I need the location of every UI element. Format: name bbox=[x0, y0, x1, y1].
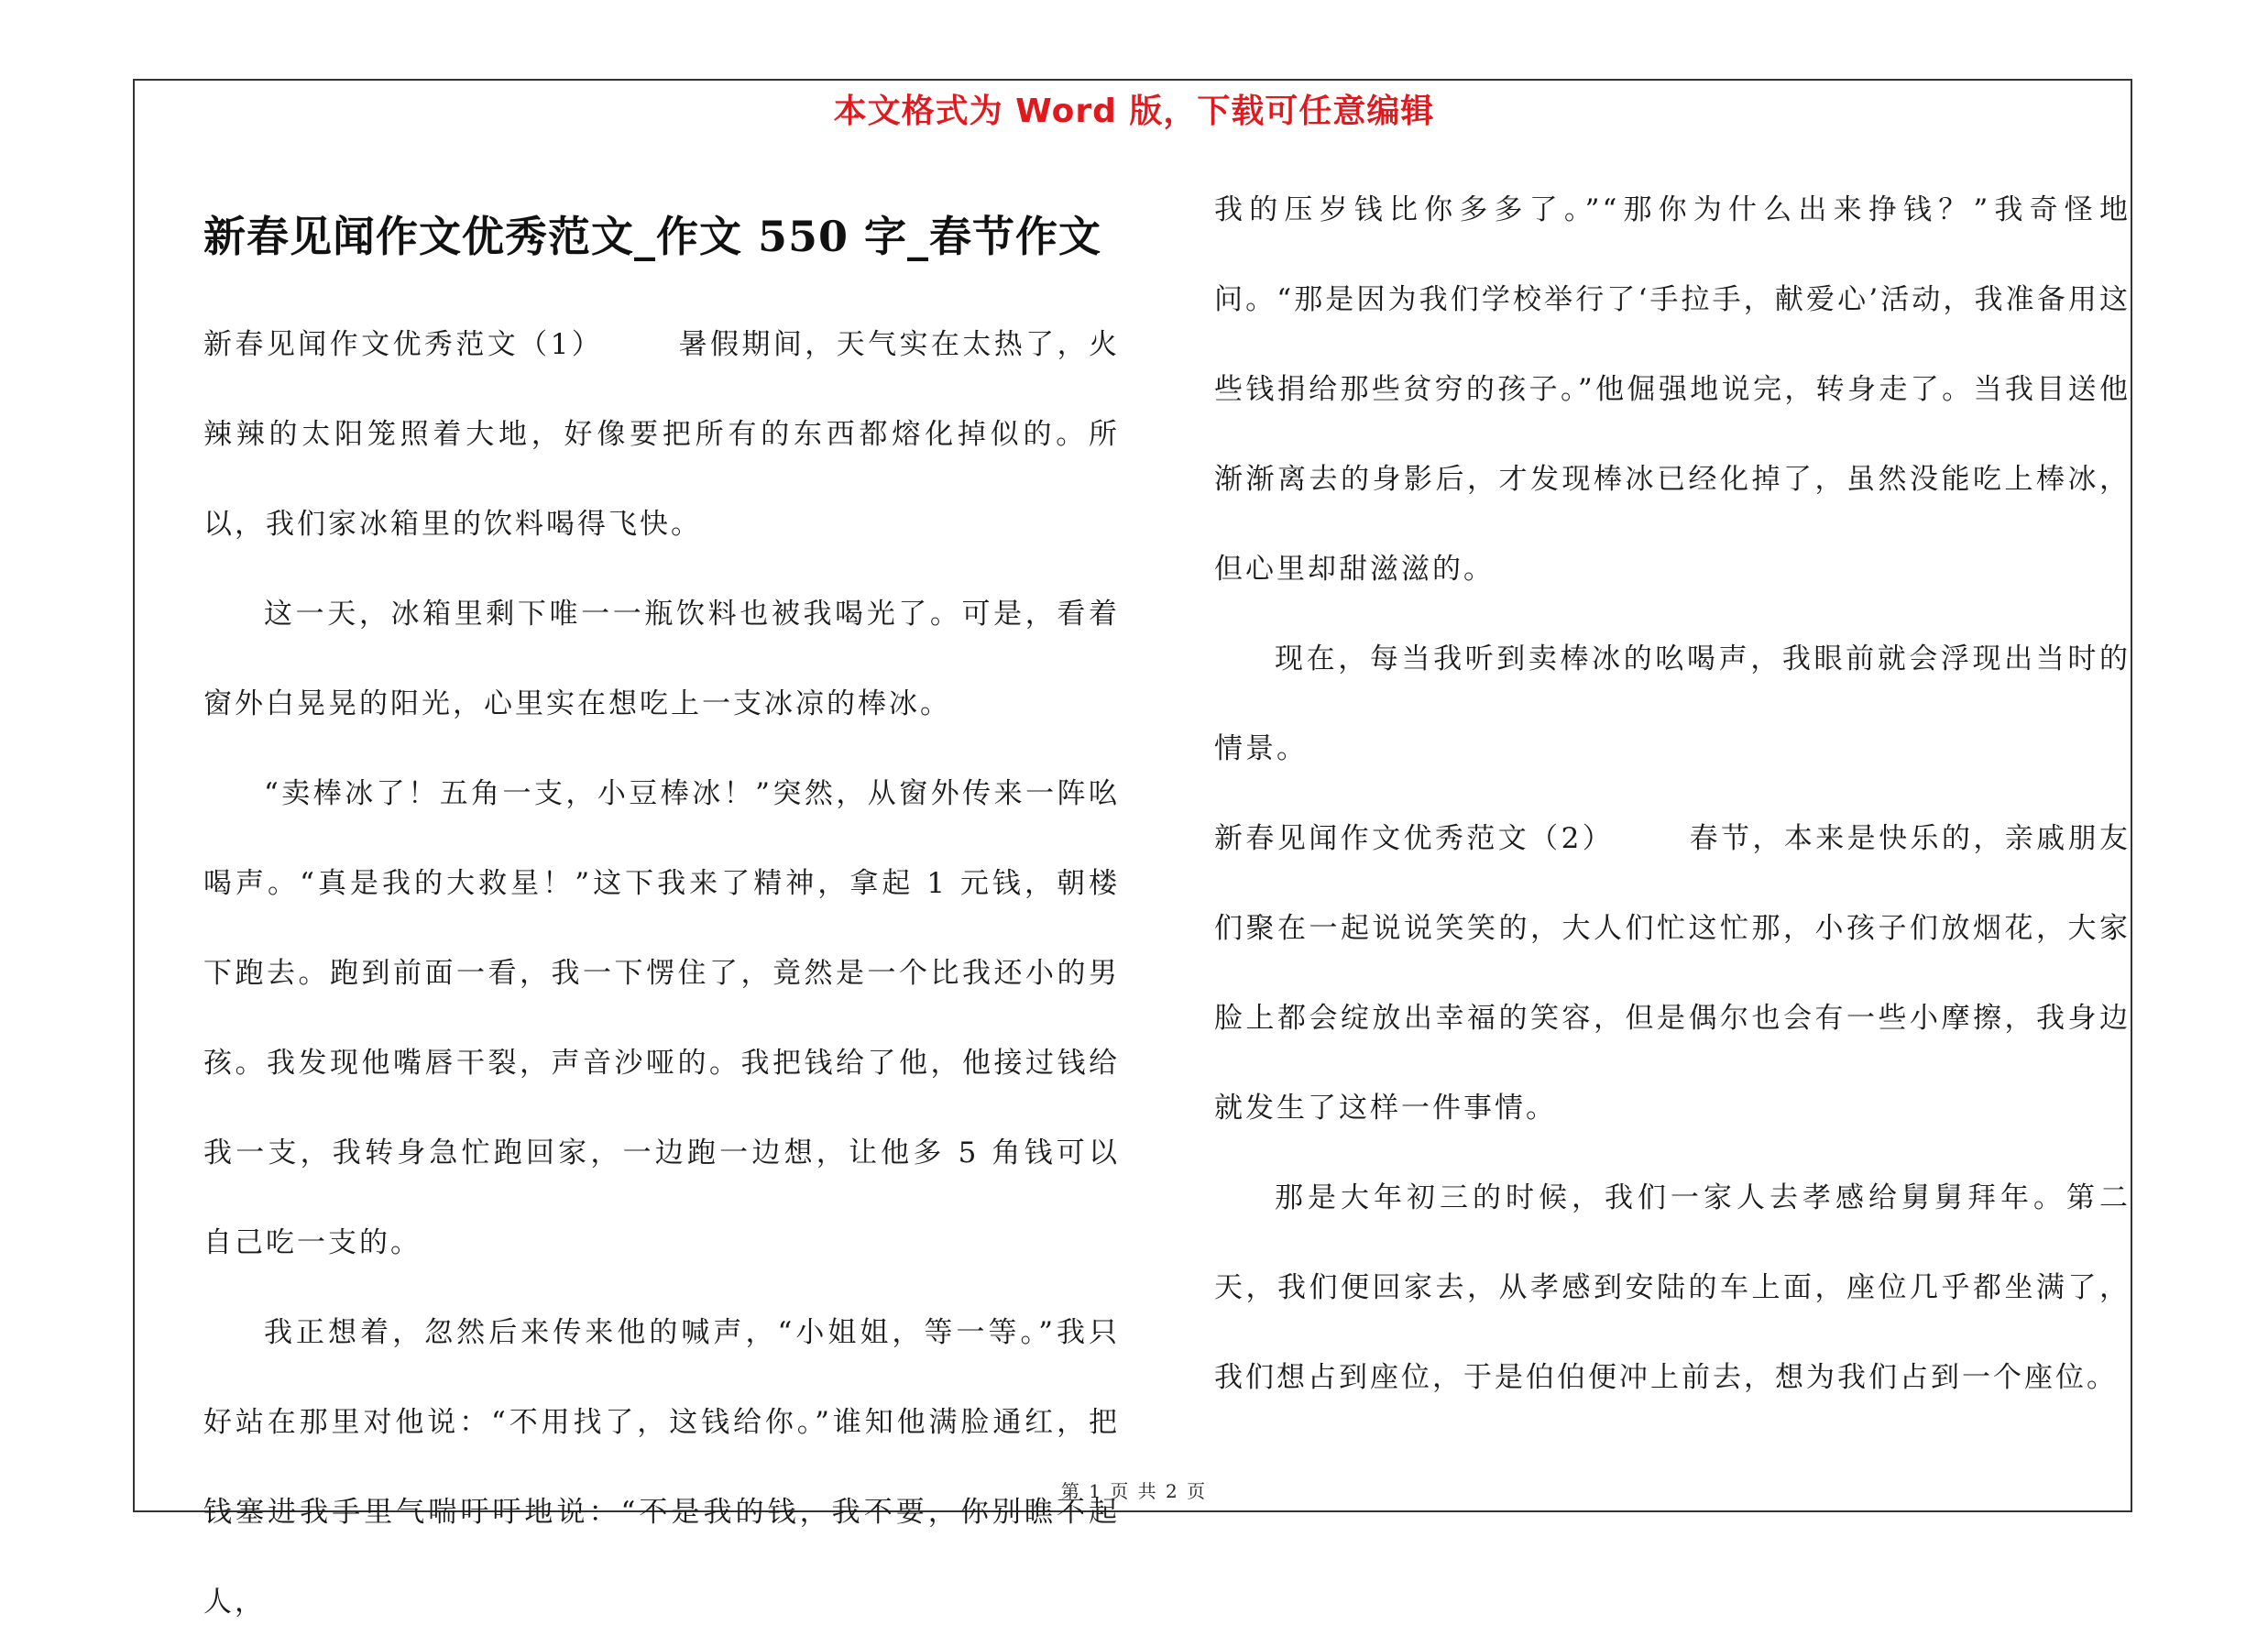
paragraph-6: 现在，每当我听到卖棒冰的吆喝声，我眼前就会浮现出当时的情景。 bbox=[1214, 642, 2131, 765]
paragraph-5: 我的压岁钱比你多多了。”“那你为什么出来挣钱？”我奇怪地问。“那是因为我们学校举行了‘手拉手，献爱心’活动，我准备用这些钱捐给那些贫穷的孩子。”他倔强地说完，转身走了。当我目送他渐渐离去的身影后，才发现棒冰已经化掉了，虽然没能吃上棒冰，但心里却甜滋滋的。 bbox=[1214, 193, 2131, 586]
paragraph-3: “卖棒冰了！五角一支，小豆棒冰！”突然，从窗外传来一阵吆喝声。“真是我的大救星！”这下我来了精神，拿起 1 元钱，朝楼下跑去。跑到前面一看，我一下愣住了，竟然是一个比我还小的男孩。我发现他嘴唇干裂，声音沙哑的。我把钱给了他，他接过钱给我一支，我转身急忙跑回家，一边跑一边想，让他多 5 角钱可以自己吃一支的。 bbox=[203, 777, 1120, 1259]
right-column bbox=[1214, 165, 2131, 1422]
paragraph-1-text: 暑假期间，天气实在太热了，火辣辣的太阳笼照着大地，好像要把所有的东西都熔化掉似的。所以，我们家冰箱里的饮料喝得飞快。 bbox=[203, 328, 1120, 541]
section-label-1: 新春见闻作文优秀范文（1） bbox=[203, 328, 604, 361]
left-column bbox=[203, 300, 1120, 1647]
paragraph-7-text: 春节，本来是快乐的，亲戚朋友们聚在一起说说笑笑的，大人们忙这忙那，小孩子们放烟花，大家脸上都会绽放出幸福的笑容，但是偶尔也会有一些小摩擦，我身边就发生了这样一件事情。 bbox=[1214, 822, 2131, 1125]
paragraph-8: 那是大年初三的时候，我们一家人去孝感给舅舅拜年。第二天，我们便回家去，从孝感到安陆的车上面，座位几乎都坐满了，我们想占到座位，于是伯伯便冲上前去，想为我们占到一个座位。 bbox=[1214, 1181, 2131, 1394]
paragraph-2: 这一天，冰箱里剩下唯一一瓶饮料也被我喝光了。可是，看着窗外白晃晃的阳光，心里实在想吃上一支冰凉的棒冰。 bbox=[203, 598, 1120, 720]
page-number: 第 1 页 共 2 页 bbox=[1060, 1480, 1208, 1502]
article-title: 新春见闻作文优秀范文_作文 550 字_春节作文 bbox=[203, 212, 1102, 261]
paragraph-4: 我正想着，忽然后来传来他的喊声，“小姐姐，等一等。”我只好站在那里对他说：“不用找了，这钱给你。”谁知他满脸通红，把钱塞进我手里气喘吁吁地说：“不是我的钱，我不要，你别瞧不起人， bbox=[203, 1316, 1120, 1619]
format-banner: 本文格式为 Word 版，下载可任意编辑 bbox=[833, 93, 1435, 130]
section-label-2: 新春见闻作文优秀范文（2） bbox=[1214, 822, 1615, 855]
paragraph-7 bbox=[1214, 794, 2131, 1153]
paragraph-1 bbox=[203, 300, 1120, 569]
